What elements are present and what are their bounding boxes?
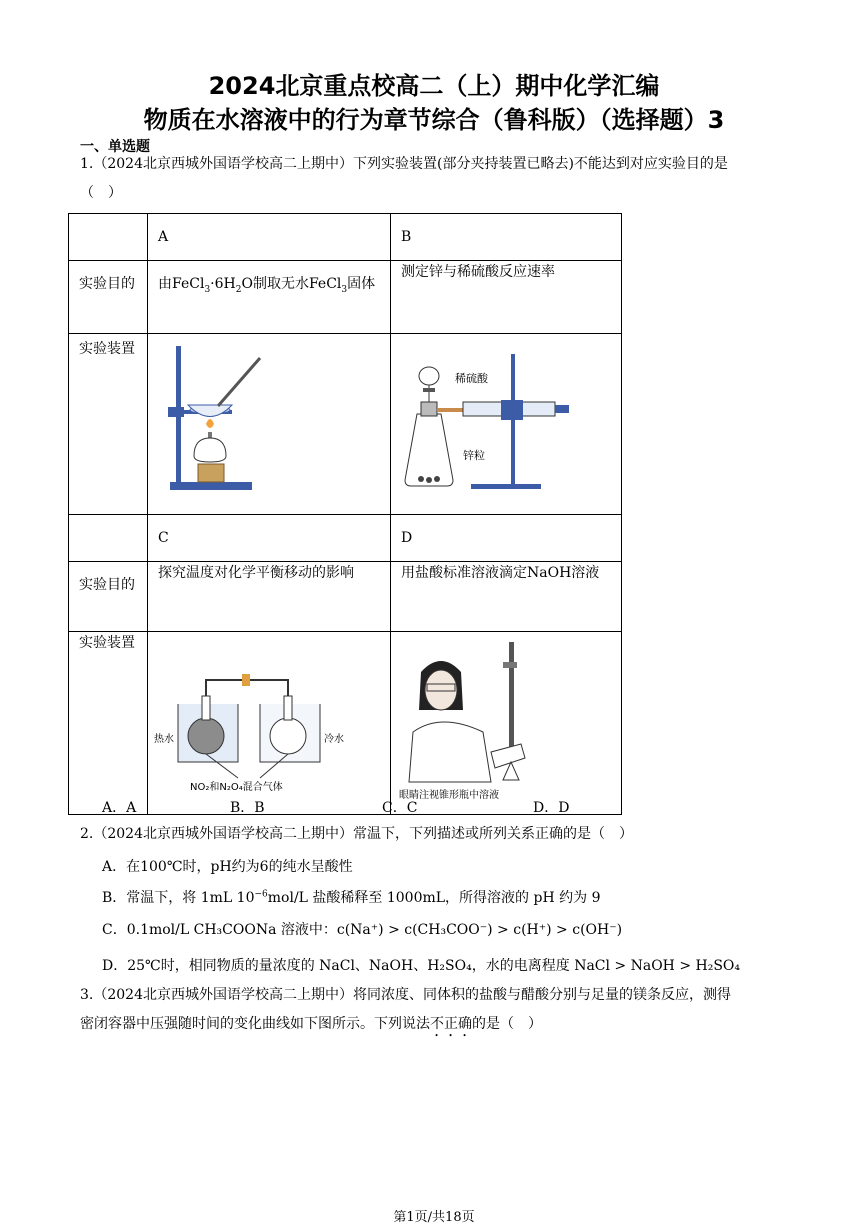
col-c-header: C xyxy=(158,530,169,546)
page-footer: 第1页/共18页 xyxy=(393,1210,475,1225)
q1-option-c: C．C xyxy=(382,800,418,816)
q2-option-d: D．25℃时，相同物质的量浓度的 NaCl、NaOH、H₂SO₄，水的电离程度 NaCl > NaOH > H₂SO₄ xyxy=(102,958,741,974)
q2-option-a: A．在100℃时，pH约为6的纯水呈酸性 xyxy=(102,859,353,875)
col-a-header: A xyxy=(158,229,169,245)
label-titration-caption: 眼睛注视锥形瓶中溶液 xyxy=(399,790,499,801)
q1-option-d: D．D xyxy=(533,800,570,816)
label-gas-mixture: NO₂和N₂O₄混合气体 xyxy=(190,782,283,793)
label-hot-water: 热水 xyxy=(154,734,174,745)
q2-stem: 2.（2024北京西城外国语学校高二上期中）常温下，下列描述或所列关系正确的是（ ） xyxy=(80,826,633,842)
q1-option-b: B．B xyxy=(230,800,265,816)
row-apparatus-label: 实验装置 xyxy=(79,341,135,357)
q1-stem: 1.（2024北京西城外国语学校高二上期中）下列实验装置(部分夹持装置已略去)不能达到对应实验目的是 xyxy=(80,156,728,172)
section-heading: 一、单选题 xyxy=(80,139,150,155)
q2-option-b: B．常温下，将 1mL $10^{-6}mol/L$ 盐酸稀释至 1000mL，所得溶液的 pH 约为 9 xyxy=(102,889,601,906)
label-dilute-sulfuric-acid: 稀硫酸 xyxy=(455,372,488,385)
row-apparatus-label-2: 实验装置 xyxy=(79,635,135,651)
page-title-line2: 物质在水溶液中的行为章节综合（鲁科版）（选择题）3 xyxy=(143,106,725,134)
col-b-header: B xyxy=(401,229,412,245)
q1-stem-paren: （ ） xyxy=(80,185,122,201)
purpose-c: 探究温度对化学平衡移动的影响 xyxy=(158,565,354,581)
q1-option-a: A．A xyxy=(102,800,137,816)
titration-figure xyxy=(391,632,621,810)
reaction-rate-apparatus-figure xyxy=(391,334,621,510)
col-d-header: D xyxy=(401,530,413,546)
experiment-table xyxy=(68,213,622,815)
page-title-line1: 2024北京重点校高二（上）期中化学汇编 xyxy=(208,72,660,100)
q2-option-c: C．0.1mol/L CH₃COONa 溶液中：c(Na⁺) > c(CH₃COO⁻) > c(H⁺) > c(OH⁻) xyxy=(102,922,623,938)
row-purpose-label-2: 实验目的 xyxy=(79,577,135,593)
purpose-a: 由$FeCl_3\cdot 6H_2O$制取无水FeCl$_3$固体 xyxy=(158,276,376,295)
purpose-d: 用盐酸标准溶液滴定NaOH溶液 xyxy=(401,565,600,581)
label-zinc: 锌粒 xyxy=(463,449,485,462)
q3-stem-line1: 3.（2024北京西城外国语学校高二上期中）将同浓度、同体积的盐酸与醋酸分别与足量的镁条反应，测得 xyxy=(80,987,731,1003)
purpose-b: 测定锌与稀硫酸反应速率 xyxy=(401,264,555,280)
q3-stem-line2: 密闭容器中压强随时间的变化曲线如下图所示。下列说法不正确的是（ ） xyxy=(80,1016,542,1032)
equilibrium-temperature-figure xyxy=(148,632,390,810)
label-cold-water: 冷水 xyxy=(324,734,344,745)
evaporation-apparatus-figure xyxy=(148,334,390,510)
row-purpose-label: 实验目的 xyxy=(79,276,135,292)
